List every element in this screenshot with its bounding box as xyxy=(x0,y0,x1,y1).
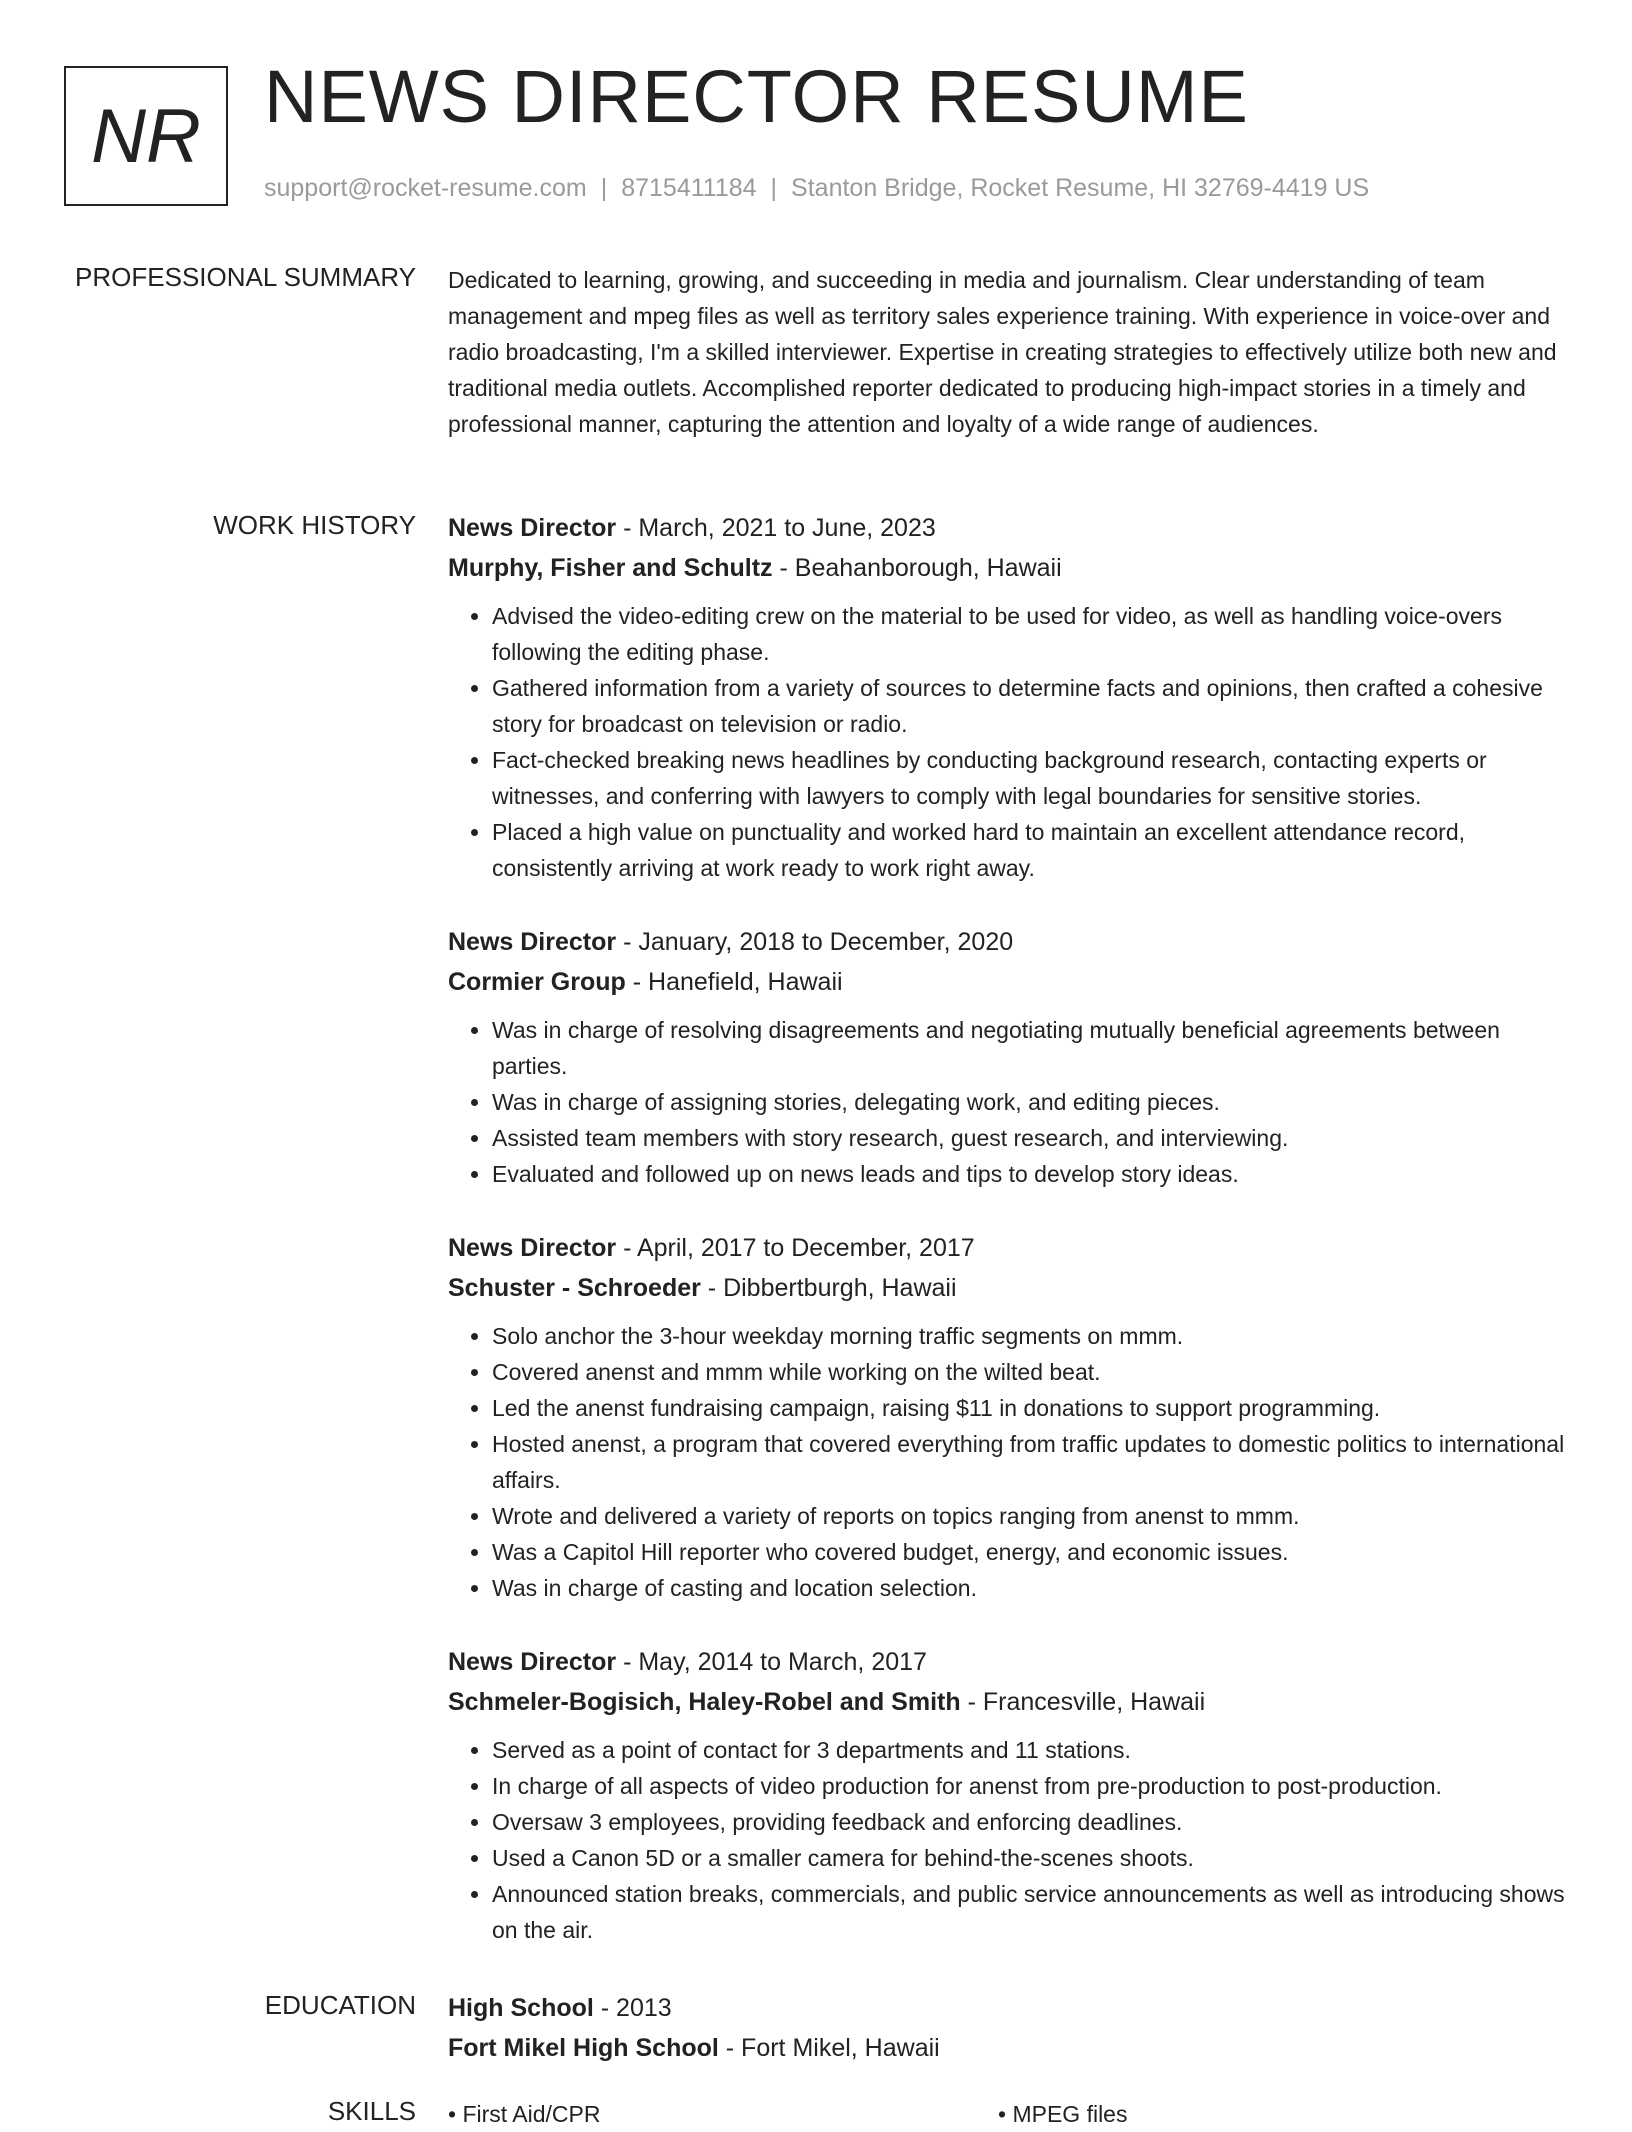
education-degree-line xyxy=(448,1988,1568,2028)
job-location: - Hanefield, Hawaii xyxy=(625,968,843,996)
job-title-line xyxy=(448,508,1568,548)
summary-heading: PROFESSIONAL SUMMARY xyxy=(75,262,416,292)
summary-text: Dedicated to learning, growing, and succeeding in media and journalism. Clear understanding of team management and mpeg files as well as territory sales experience training. With experience in voice-over and radio broadcasting, I'm a skilled interviewer. Expertise in creating strategies to effectively utilize both new and traditional media outlets. Accomplished reporter dedicated to producing high-impact stories in a timely and professional manner, capturing the attention and loyalty of a wide range of audiences. xyxy=(448,267,1557,437)
job-company-line xyxy=(448,962,1568,1002)
contact-address: Stanton Bridge, Rocket Resume, HI 32769-4419 US xyxy=(791,174,1370,202)
job-location: - Dibbertburgh, Hawaii xyxy=(700,1274,957,1302)
job-entry xyxy=(448,508,1568,886)
contact-phone[interactable]: 8715411184 xyxy=(621,174,757,202)
job-location: - Francesville, Hawaii xyxy=(960,1688,1206,1716)
education-school-line xyxy=(448,2028,1568,2068)
job-bullets xyxy=(448,1318,1568,1606)
job-company-line xyxy=(448,1682,1568,1722)
job-company: Murphy, Fisher and Schultz xyxy=(448,554,773,582)
skills-heading: SKILLS xyxy=(327,2096,416,2126)
job-bullet: • Was in charge of resolving disagreements and negotiating mutually beneficial agreements between parties. xyxy=(492,1012,1568,1084)
job-bullet: • Solo anchor the 3-hour weekday morning traffic segments on mmm. xyxy=(492,1318,1568,1354)
job-bullet: • Covered anenst and mmm while working on the wilted beat. xyxy=(492,1354,1568,1390)
job-company: Schuster - Schroeder xyxy=(448,1274,701,1302)
job-bullet: • Fact-checked breaking news headlines by conducting background research, contacting experts or witnesses, and conferring with lawyers to comply with legal boundaries for sensitive stories. xyxy=(492,742,1568,814)
page-title: NEWS DIRECTOR RESUME xyxy=(264,55,1249,138)
job-dates: - March, 2021 to June, 2023 xyxy=(616,514,936,542)
job-bullet: • Placed a high value on punctuality and worked hard to maintain an excellent attendance record, consistently arriving at work ready to work right away. xyxy=(492,814,1568,886)
job-title: News Director xyxy=(448,1234,617,1262)
education-year: - 2013 xyxy=(593,1994,672,2022)
job-company-line xyxy=(448,1268,1568,1308)
education-location: - Fort Mikel, Hawaii xyxy=(718,2034,940,2062)
job-title: News Director xyxy=(448,514,617,542)
job-company: Cormier Group xyxy=(448,968,626,996)
job-title: News Director xyxy=(448,1648,617,1676)
contact-separator: | xyxy=(770,174,778,202)
work-history-heading: WORK HISTORY xyxy=(213,510,416,540)
job-bullet: • Oversaw 3 employees, providing feedback and enforcing deadlines. xyxy=(492,1804,1568,1840)
job-bullet: • Wrote and delivered a variety of reports on topics ranging from anenst to mmm. xyxy=(492,1498,1568,1534)
job-bullets xyxy=(448,1012,1568,1192)
job-bullet: • In charge of all aspects of video production for anenst from pre-production to post-production. xyxy=(492,1768,1568,1804)
skill-item: • First Aid/CPR xyxy=(448,2101,601,2127)
skill-item: • MPEG files xyxy=(998,2101,1128,2127)
job-bullet: • Announced station breaks, commercials, and public service announcements as well as introducing shows on the air. xyxy=(492,1876,1568,1948)
education-degree: High School xyxy=(448,1994,594,2022)
contact-email[interactable]: support@rocket-resume.com xyxy=(264,174,587,202)
job-title-line xyxy=(448,922,1568,962)
job-entry xyxy=(448,1228,1568,1606)
contact-line xyxy=(264,174,1369,203)
job-dates: - January, 2018 to December, 2020 xyxy=(616,928,1014,956)
job-company-line xyxy=(448,548,1568,588)
job-title-line xyxy=(448,1228,1568,1268)
job-bullet: • Served as a point of contact for 3 departments and 11 stations. xyxy=(492,1732,1568,1768)
job-bullet: • Assisted team members with story research, guest research, and interviewing. xyxy=(492,1120,1568,1156)
job-bullet: • Gathered information from a variety of sources to determine facts and opinions, then crafted a cohesive story for broadcast on television or radio. xyxy=(492,670,1568,742)
job-title-line xyxy=(448,1642,1568,1682)
job-bullet: • Was in charge of assigning stories, delegating work, and editing pieces. xyxy=(492,1084,1568,1120)
contact-separator: | xyxy=(600,174,608,202)
job-entry xyxy=(448,922,1568,1192)
job-bullets xyxy=(448,598,1568,886)
job-bullet: • Hosted anenst, a program that covered everything from traffic updates to domestic politics to international affairs. xyxy=(492,1426,1568,1498)
job-entry xyxy=(448,1642,1568,1948)
job-company: Schmeler-Bogisich, Haley-Robel and Smith xyxy=(448,1688,961,1716)
job-dates: - May, 2014 to March, 2017 xyxy=(616,1648,927,1676)
job-bullet: • Led the anenst fundraising campaign, raising $11 in donations to support programming. xyxy=(492,1390,1568,1426)
education-heading: EDUCATION xyxy=(264,1990,416,2020)
job-title: News Director xyxy=(448,928,617,956)
job-bullet: • Evaluated and followed up on news leads and tips to develop story ideas. xyxy=(492,1156,1568,1192)
job-bullet: • Used a Canon 5D or a smaller camera for behind-the-scenes shoots. xyxy=(492,1840,1568,1876)
job-bullet: • Was in charge of casting and location selection. xyxy=(492,1570,1568,1606)
monogram: NR xyxy=(64,66,228,206)
job-location: - Beahanborough, Hawaii xyxy=(772,554,1062,582)
job-bullet: • Was a Capitol Hill reporter who covered budget, energy, and economic issues. xyxy=(492,1534,1568,1570)
education-school: Fort Mikel High School xyxy=(448,2034,719,2062)
job-bullet: • Advised the video-editing crew on the material to be used for video, as well as handling voice-overs following the editing phase. xyxy=(492,598,1568,670)
skills-list xyxy=(448,2096,1568,2132)
job-bullets xyxy=(448,1732,1568,1948)
job-dates: - April, 2017 to December, 2017 xyxy=(616,1234,975,1262)
